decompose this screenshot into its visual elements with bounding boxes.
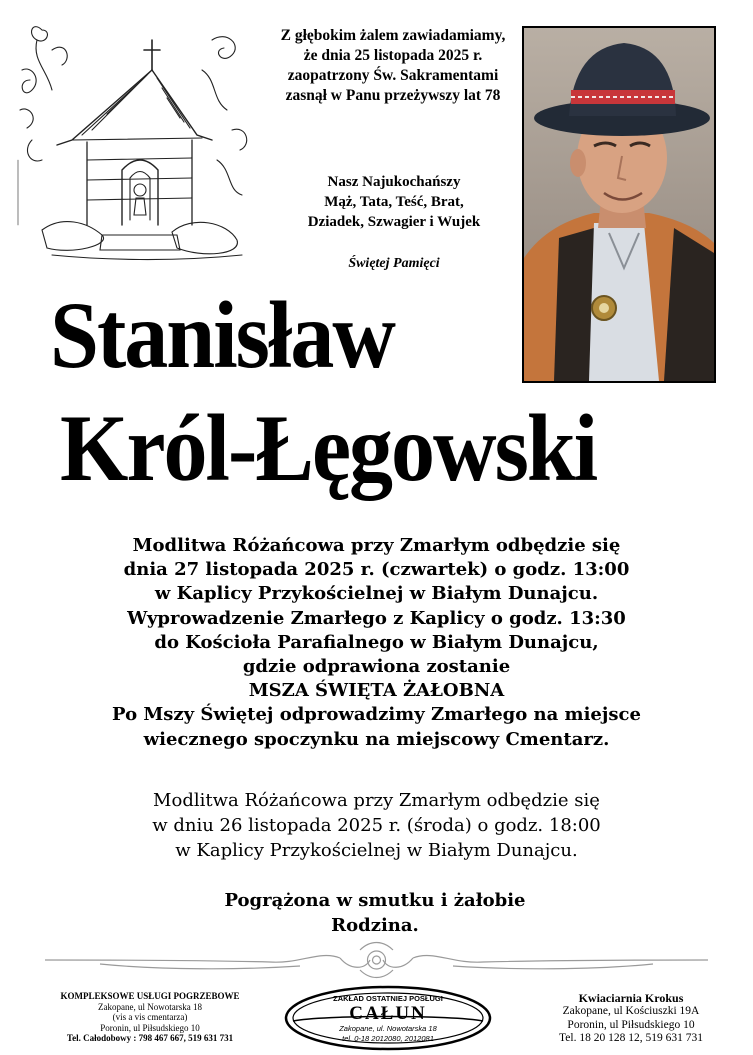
memory-label: Świętej Pamięci	[348, 256, 440, 271]
funeral-services-title: KOMPLEKSOWE USŁUGI POGRZEBOWE	[60, 991, 240, 1001]
ceremony-line: Wyprowadzenie Zmarłego z Kaplicy o godz. 13:30	[127, 607, 626, 629]
rosary-line: Modlitwa Różańcowa przy Zmarłym odbędzie się	[153, 790, 600, 811]
portrait-photo	[522, 26, 716, 383]
family-signature	[150, 888, 600, 938]
logo-address: Zakopane, ul. Nowotarska 18	[339, 1024, 437, 1033]
relations-line: Dziadek, Szwagier i Wujek	[307, 214, 481, 230]
family-line: Pogrążona w smutku i żałobie	[224, 890, 526, 911]
intro-line: zaopatrzony Św. Sakramentami	[287, 67, 499, 84]
florist-title: Kwiaciarnia Krokus	[578, 991, 684, 1005]
deceased-last-name: Król-Łęgowski	[60, 396, 597, 502]
intro-line: zasnął w Panu przeżywszy lat 78	[285, 87, 501, 104]
rosary-line: w dniu 26 listopada 2025 r. (środa) o godz. 18:00	[152, 815, 601, 836]
funeral-services-note: (vis a vis cmentarza)	[112, 1012, 188, 1023]
funeral-services-address-2: Poronin, ul Piłsudskiego 10	[100, 1022, 200, 1033]
florist-address-2: Poronin, ul Piłsudskiego 10	[567, 1018, 695, 1031]
funeral-services-ad	[22, 991, 278, 1044]
ceremony-line: MSZA ŚWIĘTA ŻAŁOBNA	[248, 680, 505, 702]
intro-line: Z głębokim żalem zawiadamiamy,	[280, 27, 506, 44]
ceremony-details	[20, 534, 733, 752]
decorative-divider-ornament	[40, 940, 713, 980]
rosary-details	[20, 788, 733, 863]
rosary-line: w Kaplicy Przykościelnej w Białym Dunajcu.	[175, 840, 578, 861]
logo-phone: tel. 0-18 2012080, 2012081	[342, 1034, 434, 1043]
florist-ad	[520, 992, 742, 1046]
ceremony-line: do Kościoła Parafialnego w Białym Dunajcu,	[154, 631, 599, 653]
family-line: Rodzina.	[331, 915, 419, 936]
deceased-first-name: Stanisław	[50, 283, 394, 389]
relations-line: Mąż, Tata, Teść, Brat,	[324, 194, 464, 210]
relations-line: Nasz Najukochańszy	[327, 174, 461, 190]
ceremony-line: Po Mszy Świętej odprowadzimy Zmarłego na miejsce	[112, 704, 641, 726]
announcement-intro	[262, 26, 524, 106]
ceremony-line: w Kaplicy Przykościelnej w Białym Dunajcu.	[154, 583, 599, 605]
chapel-sketch-illustration	[12, 10, 262, 270]
florist-address: Zakopane, ul Kościuszki 19A	[562, 1005, 700, 1018]
funeral-services-phone: Tel. Całodobowy : 798 467 667, 519 631 731	[66, 1033, 234, 1044]
calun-funeral-logo	[283, 985, 493, 1051]
ceremony-line: gdzie odprawiona zostanie	[242, 656, 511, 678]
ceremony-line: dnia 27 listopada 2025 r. (czwartek) o godz. 13:00	[123, 559, 630, 581]
ceremony-line: wiecznego spoczynku na miejscowy Cmentarz.	[143, 728, 610, 750]
intro-line: że dnia 25 listopada 2025 r.	[303, 47, 483, 64]
logo-name: CAŁUN	[349, 1003, 427, 1024]
logo-arc-text: ZAKŁAD OSTATNIEJ POSŁUGI	[333, 994, 443, 1003]
relations-block	[278, 172, 510, 232]
florist-phone: Tel. 18 20 128 12, 519 631 731	[559, 1032, 703, 1045]
funeral-services-address: Zakopane, ul Nowotarska 18	[98, 1001, 202, 1012]
ceremony-line: Modlitwa Różańcowa przy Zmarłym odbędzie się	[132, 535, 621, 556]
